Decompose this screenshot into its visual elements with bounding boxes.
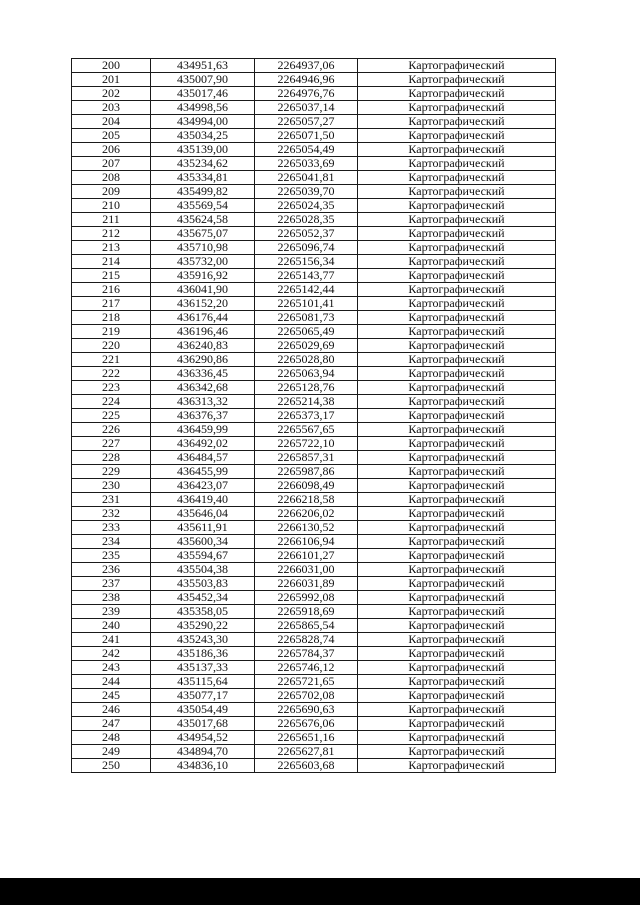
x-coordinate-cell: 435290,22 xyxy=(151,619,255,633)
table-row xyxy=(72,185,556,199)
table-row xyxy=(72,311,556,325)
y-coordinate-cell: 2265857,31 xyxy=(255,451,358,465)
y-coordinate-cell: 2265142,44 xyxy=(255,283,358,297)
method-cell: Картографический xyxy=(358,703,556,717)
table-row xyxy=(72,759,556,773)
x-coordinate-cell: 435499,82 xyxy=(151,185,255,199)
method-cell: Картографический xyxy=(358,325,556,339)
y-coordinate-cell: 2265992,08 xyxy=(255,591,358,605)
point-number-cell: 203 xyxy=(72,101,151,115)
table-row xyxy=(72,241,556,255)
table-row xyxy=(72,661,556,675)
point-number-cell: 220 xyxy=(72,339,151,353)
table-row xyxy=(72,73,556,87)
table-row xyxy=(72,199,556,213)
point-number-cell: 221 xyxy=(72,353,151,367)
method-cell: Картографический xyxy=(358,409,556,423)
method-cell: Картографический xyxy=(358,367,556,381)
method-cell: Картографический xyxy=(358,129,556,143)
x-coordinate-cell: 435611,91 xyxy=(151,521,255,535)
table-row xyxy=(72,619,556,633)
point-number-cell: 238 xyxy=(72,591,151,605)
point-number-cell: 239 xyxy=(72,605,151,619)
x-coordinate-cell: 436492,02 xyxy=(151,437,255,451)
point-number-cell: 225 xyxy=(72,409,151,423)
point-number-cell: 250 xyxy=(72,759,151,773)
point-number-cell: 242 xyxy=(72,647,151,661)
point-number-cell: 205 xyxy=(72,129,151,143)
method-cell: Картографический xyxy=(358,423,556,437)
x-coordinate-cell: 436290,86 xyxy=(151,353,255,367)
table-row xyxy=(72,675,556,689)
table-row xyxy=(72,409,556,423)
x-coordinate-cell: 436240,83 xyxy=(151,339,255,353)
x-coordinate-cell: 436376,37 xyxy=(151,409,255,423)
point-number-cell: 214 xyxy=(72,255,151,269)
y-coordinate-cell: 2265721,65 xyxy=(255,675,358,689)
method-cell: Картографический xyxy=(358,255,556,269)
y-coordinate-cell: 2265039,70 xyxy=(255,185,358,199)
method-cell: Картографический xyxy=(358,647,556,661)
x-coordinate-cell: 436455,99 xyxy=(151,465,255,479)
method-cell: Картографический xyxy=(358,535,556,549)
y-coordinate-cell: 2265918,69 xyxy=(255,605,358,619)
point-number-cell: 232 xyxy=(72,507,151,521)
x-coordinate-cell: 435710,98 xyxy=(151,241,255,255)
y-coordinate-cell: 2265063,94 xyxy=(255,367,358,381)
x-coordinate-cell: 436336,45 xyxy=(151,367,255,381)
x-coordinate-cell: 435916,92 xyxy=(151,269,255,283)
table-row xyxy=(72,563,556,577)
method-cell: Картографический xyxy=(358,759,556,773)
table-row xyxy=(72,269,556,283)
x-coordinate-cell: 435675,07 xyxy=(151,227,255,241)
y-coordinate-cell: 2265784,37 xyxy=(255,647,358,661)
y-coordinate-cell: 2265037,14 xyxy=(255,101,358,115)
y-coordinate-cell: 2265054,49 xyxy=(255,143,358,157)
point-number-cell: 228 xyxy=(72,451,151,465)
coordinates-table xyxy=(71,58,556,773)
x-coordinate-cell: 435234,62 xyxy=(151,157,255,171)
point-number-cell: 227 xyxy=(72,437,151,451)
point-number-cell: 237 xyxy=(72,577,151,591)
x-coordinate-cell: 435334,81 xyxy=(151,171,255,185)
point-number-cell: 231 xyxy=(72,493,151,507)
y-coordinate-cell: 2264937,06 xyxy=(255,59,358,73)
method-cell: Картографический xyxy=(358,451,556,465)
point-number-cell: 218 xyxy=(72,311,151,325)
y-coordinate-cell: 2265603,68 xyxy=(255,759,358,773)
table-row xyxy=(72,549,556,563)
table-row xyxy=(72,521,556,535)
method-cell: Картографический xyxy=(358,381,556,395)
method-cell: Картографический xyxy=(358,591,556,605)
y-coordinate-cell: 2265101,41 xyxy=(255,297,358,311)
x-coordinate-cell: 435034,25 xyxy=(151,129,255,143)
method-cell: Картографический xyxy=(358,297,556,311)
table-row xyxy=(72,717,556,731)
y-coordinate-cell: 2265143,77 xyxy=(255,269,358,283)
x-coordinate-cell: 435732,00 xyxy=(151,255,255,269)
y-coordinate-cell: 2266106,94 xyxy=(255,535,358,549)
y-coordinate-cell: 2266218,58 xyxy=(255,493,358,507)
method-cell: Картографический xyxy=(358,395,556,409)
method-cell: Картографический xyxy=(358,157,556,171)
point-number-cell: 248 xyxy=(72,731,151,745)
point-number-cell: 213 xyxy=(72,241,151,255)
x-coordinate-cell: 436152,20 xyxy=(151,297,255,311)
y-coordinate-cell: 2264946,96 xyxy=(255,73,358,87)
method-cell: Картографический xyxy=(358,717,556,731)
point-number-cell: 211 xyxy=(72,213,151,227)
y-coordinate-cell: 2265156,34 xyxy=(255,255,358,269)
y-coordinate-cell: 2265627,81 xyxy=(255,745,358,759)
table-row xyxy=(72,157,556,171)
point-number-cell: 229 xyxy=(72,465,151,479)
point-number-cell: 201 xyxy=(72,73,151,87)
point-number-cell: 246 xyxy=(72,703,151,717)
x-coordinate-cell: 435186,36 xyxy=(151,647,255,661)
x-coordinate-cell: 436196,46 xyxy=(151,325,255,339)
x-coordinate-cell: 434954,52 xyxy=(151,731,255,745)
table-row xyxy=(72,171,556,185)
y-coordinate-cell: 2265651,16 xyxy=(255,731,358,745)
point-number-cell: 202 xyxy=(72,87,151,101)
x-coordinate-cell: 435594,67 xyxy=(151,549,255,563)
y-coordinate-cell: 2266101,27 xyxy=(255,549,358,563)
y-coordinate-cell: 2266098,49 xyxy=(255,479,358,493)
y-coordinate-cell: 2265722,10 xyxy=(255,437,358,451)
x-coordinate-cell: 435017,68 xyxy=(151,717,255,731)
y-coordinate-cell: 2265702,08 xyxy=(255,689,358,703)
table-row xyxy=(72,423,556,437)
method-cell: Картографический xyxy=(358,213,556,227)
y-coordinate-cell: 2265028,80 xyxy=(255,353,358,367)
x-coordinate-cell: 435646,04 xyxy=(151,507,255,521)
table-row xyxy=(72,591,556,605)
point-number-cell: 230 xyxy=(72,479,151,493)
table-row xyxy=(72,115,556,129)
method-cell: Картографический xyxy=(358,507,556,521)
x-coordinate-cell: 435243,30 xyxy=(151,633,255,647)
x-coordinate-cell: 434998,56 xyxy=(151,101,255,115)
method-cell: Картографический xyxy=(358,59,556,73)
point-number-cell: 215 xyxy=(72,269,151,283)
point-number-cell: 241 xyxy=(72,633,151,647)
y-coordinate-cell: 2265065,49 xyxy=(255,325,358,339)
method-cell: Картографический xyxy=(358,577,556,591)
x-coordinate-cell: 435624,58 xyxy=(151,213,255,227)
table-row xyxy=(72,479,556,493)
y-coordinate-cell: 2265096,74 xyxy=(255,241,358,255)
table-row xyxy=(72,745,556,759)
point-number-cell: 233 xyxy=(72,521,151,535)
x-coordinate-cell: 435452,34 xyxy=(151,591,255,605)
x-coordinate-cell: 436041,90 xyxy=(151,283,255,297)
x-coordinate-cell: 435137,33 xyxy=(151,661,255,675)
x-coordinate-cell: 436176,44 xyxy=(151,311,255,325)
point-number-cell: 204 xyxy=(72,115,151,129)
method-cell: Картографический xyxy=(358,563,556,577)
point-number-cell: 207 xyxy=(72,157,151,171)
point-number-cell: 219 xyxy=(72,325,151,339)
scan-bottom-border xyxy=(0,878,640,905)
x-coordinate-cell: 435115,64 xyxy=(151,675,255,689)
table-row xyxy=(72,283,556,297)
method-cell: Картографический xyxy=(358,689,556,703)
table-row xyxy=(72,689,556,703)
table-row xyxy=(72,451,556,465)
method-cell: Картографический xyxy=(358,661,556,675)
y-coordinate-cell: 2265029,69 xyxy=(255,339,358,353)
method-cell: Картографический xyxy=(358,171,556,185)
table-row xyxy=(72,535,556,549)
y-coordinate-cell: 2266031,89 xyxy=(255,577,358,591)
coordinates-table-body xyxy=(72,59,556,773)
table-row xyxy=(72,381,556,395)
method-cell: Картографический xyxy=(358,479,556,493)
method-cell: Картографический xyxy=(358,115,556,129)
x-coordinate-cell: 436313,32 xyxy=(151,395,255,409)
method-cell: Картографический xyxy=(358,87,556,101)
table-row xyxy=(72,577,556,591)
method-cell: Картографический xyxy=(358,199,556,213)
table-row xyxy=(72,143,556,157)
point-number-cell: 235 xyxy=(72,549,151,563)
point-number-cell: 217 xyxy=(72,297,151,311)
method-cell: Картографический xyxy=(358,437,556,451)
table-row xyxy=(72,703,556,717)
y-coordinate-cell: 2265567,65 xyxy=(255,423,358,437)
table-row xyxy=(72,647,556,661)
point-number-cell: 222 xyxy=(72,367,151,381)
y-coordinate-cell: 2265028,35 xyxy=(255,213,358,227)
x-coordinate-cell: 434994,00 xyxy=(151,115,255,129)
method-cell: Картографический xyxy=(358,521,556,535)
y-coordinate-cell: 2265987,86 xyxy=(255,465,358,479)
method-cell: Картографический xyxy=(358,633,556,647)
point-number-cell: 224 xyxy=(72,395,151,409)
x-coordinate-cell: 435503,83 xyxy=(151,577,255,591)
point-number-cell: 247 xyxy=(72,717,151,731)
x-coordinate-cell: 434894,70 xyxy=(151,745,255,759)
table-row xyxy=(72,255,556,269)
x-coordinate-cell: 435007,90 xyxy=(151,73,255,87)
y-coordinate-cell: 2265052,37 xyxy=(255,227,358,241)
y-coordinate-cell: 2264976,76 xyxy=(255,87,358,101)
method-cell: Картографический xyxy=(358,311,556,325)
y-coordinate-cell: 2265041,81 xyxy=(255,171,358,185)
y-coordinate-cell: 2266206,02 xyxy=(255,507,358,521)
table-row xyxy=(72,493,556,507)
point-number-cell: 249 xyxy=(72,745,151,759)
table-row xyxy=(72,507,556,521)
table-row xyxy=(72,129,556,143)
table-row xyxy=(72,227,556,241)
point-number-cell: 240 xyxy=(72,619,151,633)
point-number-cell: 209 xyxy=(72,185,151,199)
table-row xyxy=(72,297,556,311)
method-cell: Картографический xyxy=(358,549,556,563)
table-row xyxy=(72,59,556,73)
y-coordinate-cell: 2265828,74 xyxy=(255,633,358,647)
point-number-cell: 234 xyxy=(72,535,151,549)
table-row xyxy=(72,437,556,451)
y-coordinate-cell: 2265128,76 xyxy=(255,381,358,395)
x-coordinate-cell: 435054,49 xyxy=(151,703,255,717)
point-number-cell: 243 xyxy=(72,661,151,675)
point-number-cell: 216 xyxy=(72,283,151,297)
method-cell: Картографический xyxy=(358,73,556,87)
method-cell: Картографический xyxy=(358,493,556,507)
y-coordinate-cell: 2265214,38 xyxy=(255,395,358,409)
method-cell: Картографический xyxy=(358,675,556,689)
method-cell: Картографический xyxy=(358,227,556,241)
method-cell: Картографический xyxy=(358,745,556,759)
table-row xyxy=(72,731,556,745)
method-cell: Картографический xyxy=(358,465,556,479)
point-number-cell: 208 xyxy=(72,171,151,185)
x-coordinate-cell: 435139,00 xyxy=(151,143,255,157)
x-coordinate-cell: 435017,46 xyxy=(151,87,255,101)
table-row xyxy=(72,633,556,647)
x-coordinate-cell: 435504,38 xyxy=(151,563,255,577)
y-coordinate-cell: 2266130,52 xyxy=(255,521,358,535)
point-number-cell: 236 xyxy=(72,563,151,577)
y-coordinate-cell: 2265373,17 xyxy=(255,409,358,423)
method-cell: Картографический xyxy=(358,731,556,745)
method-cell: Картографический xyxy=(358,143,556,157)
table-row xyxy=(72,213,556,227)
method-cell: Картографический xyxy=(358,283,556,297)
x-coordinate-cell: 434836,10 xyxy=(151,759,255,773)
y-coordinate-cell: 2265676,06 xyxy=(255,717,358,731)
table-row xyxy=(72,465,556,479)
y-coordinate-cell: 2265865,54 xyxy=(255,619,358,633)
x-coordinate-cell: 434951,63 xyxy=(151,59,255,73)
table-row xyxy=(72,87,556,101)
method-cell: Картографический xyxy=(358,605,556,619)
y-coordinate-cell: 2265024,35 xyxy=(255,199,358,213)
point-number-cell: 200 xyxy=(72,59,151,73)
x-coordinate-cell: 435600,34 xyxy=(151,535,255,549)
y-coordinate-cell: 2265690,63 xyxy=(255,703,358,717)
table-row xyxy=(72,605,556,619)
point-number-cell: 210 xyxy=(72,199,151,213)
method-cell: Картографический xyxy=(358,269,556,283)
x-coordinate-cell: 436342,68 xyxy=(151,381,255,395)
method-cell: Картографический xyxy=(358,185,556,199)
x-coordinate-cell: 435569,54 xyxy=(151,199,255,213)
point-number-cell: 206 xyxy=(72,143,151,157)
x-coordinate-cell: 436459,99 xyxy=(151,423,255,437)
point-number-cell: 226 xyxy=(72,423,151,437)
point-number-cell: 244 xyxy=(72,675,151,689)
point-number-cell: 212 xyxy=(72,227,151,241)
table-row xyxy=(72,395,556,409)
y-coordinate-cell: 2265746,12 xyxy=(255,661,358,675)
x-coordinate-cell: 436484,57 xyxy=(151,451,255,465)
point-number-cell: 245 xyxy=(72,689,151,703)
y-coordinate-cell: 2265033,69 xyxy=(255,157,358,171)
method-cell: Картографический xyxy=(358,101,556,115)
method-cell: Картографический xyxy=(358,339,556,353)
method-cell: Картографический xyxy=(358,353,556,367)
x-coordinate-cell: 436423,07 xyxy=(151,479,255,493)
y-coordinate-cell: 2265081,73 xyxy=(255,311,358,325)
method-cell: Картографический xyxy=(358,241,556,255)
y-coordinate-cell: 2265071,50 xyxy=(255,129,358,143)
x-coordinate-cell: 436419,40 xyxy=(151,493,255,507)
table-row xyxy=(72,101,556,115)
table-row xyxy=(72,325,556,339)
x-coordinate-cell: 435077,17 xyxy=(151,689,255,703)
table-row xyxy=(72,367,556,381)
y-coordinate-cell: 2265057,27 xyxy=(255,115,358,129)
point-number-cell: 223 xyxy=(72,381,151,395)
x-coordinate-cell: 435358,05 xyxy=(151,605,255,619)
table-row xyxy=(72,353,556,367)
method-cell: Картографический xyxy=(358,619,556,633)
y-coordinate-cell: 2266031,00 xyxy=(255,563,358,577)
table-row xyxy=(72,339,556,353)
